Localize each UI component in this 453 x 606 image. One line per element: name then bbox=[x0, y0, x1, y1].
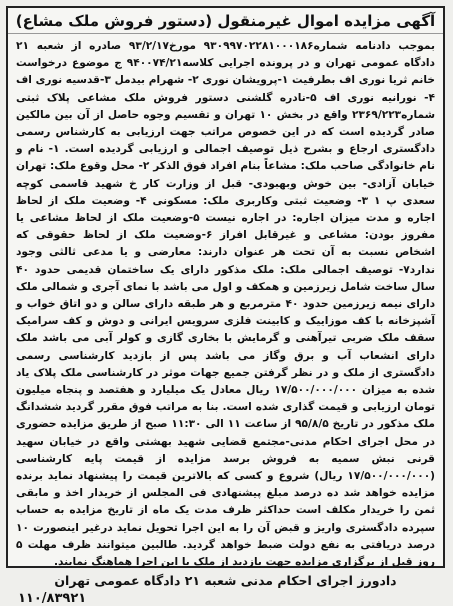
notice-reference-number: ۱۱۰/۸۳۹۲۱ bbox=[18, 591, 87, 606]
notice-title: آگهی مزایده اموال غیرمنقول (دستور فروش ملک مشاع) bbox=[8, 8, 443, 34]
notice-body: بموجب دادنامه شماره۹۳۰۹۹۷۰۲۲۸۱۰۰۰۱۸۶ مورخ۹۳/۲/۱۷ صادره از شعبه ۲۱ دادگاه عمومی تهران و در پرونده اجرایی کلاسه۹۴۰۰۷۴/۲۱ ج موضوع درخواست خانم ثریا نوری اف بطرفیت ۱-پرویشان نوری ۲- شهرام بیدمل ۳-قدسیه نوری اف ۴- نورانیه نوری اف ۵-نادره گلشنی دستور فروش ملک مشاعی پلاک ثبتی شماره۲۳۶۹/۲۲۳ واقع در بخش ۱۰ تهران و تقسیم وجوه حاصل از آن بین مالکین صادر گردیده است که در این خصوص مراتب جهت ارزیابی به کارشناس رسمی دادگستری ارجاع و بشرح ذیل توصیف اجمالی و ارزیابی گردیده است. ۱- نام و نام خانوادگی صاحب ملک: مشاعاً بنام افراد فوق الذکر ۲- محل وقوع ملک: تهران خیابان آزادی- بین خوش وبهبودی- قبل از وزارت کار خ شهید قاسمی کوچه سعدی پ ۱ ۳- وضعیت ثبتی وکاربری ملک: مسکونی ۴- وضعیت ملک از لحاظ اجاره و مدت میزان اجاره: در اجاره نیست ۵-وضعیت ملک از لحاظ مشاعی یا مفروز بودن: مشاعی و غیرقابل افراز ۶-وضعیت ملک از لحاظ حقوقی که اشخاص نسبت به آن تحت هر عنوان دارند: معارضی و یا مدعی ثالثی وجود ندارد۷- توصیف اجمالی ملک: ملک مذکور دارای یک ساختمان قدیمی حدود ۴۰ سال ساخت شامل زیرزمین و همکف و اول می باشد با نمای آجری و شمالی ملک دارای نیمه زیرزمین حدود ۴۰ مترمربع و هر طبقه دارای سالن و دو اتاق خواب و آشپزخانه با کف موزاییک و کابینت فلزی سرویس ایرانی و دوش و کف سرامیک سقف ملک ضربی تیرآهنی و گرمایش با بخاری گازی و کولر آبی می باشد ملک دارای انشعاب آب و برق وگاز می باشد پس از بازدید کارشناسی رسمی دادگستری از ملک و در نظر گرفتن جمیع جهات موثر در کارشناسی ملک پلاک یاد شده به میزان ۱۷/۵۰۰/۰۰۰/۰۰۰ ریال معادل یک میلیارد و هفتصد و پنجاه میلیون تومان ارزیابی و قیمت گذاری شده است. بنا به مراتب فوق مقرر گردید ششدانگ ملک مذکور در تاریخ ۹۵/۸/۵ از ساعت ۱۱ الی ۱۱:۳۰ صبح از طریق مزایده حضوری در محل اجرای احکام مدنی-مجتمع قضایی شهید بهشتی واقع در خیابان سهید قرنی نبش سمیه به فروش برسد مزایده از قیمت پایه کارشناسی (۱۷/۵۰۰/۰۰۰/۰۰۰ ریال) شروع و کسی که بالاترین قیمت را پیشنهاد نماید برنده مزایده خواهد شد ده درصد مبلغ پیشنهادی فی المجلس از خریدار اخذ و مابقی ثمن را خریدار مکلف است حداکثر ظرف مدت یک ماه از تاریخ مزایده به حساب سپرده دادگستری واریز و قبض آن را به این اجرا تحویل نماید درغیر اینصورت ۱۰ درصد دریافتی به نفع دولت ضبط خواهد گردید. طالبین میتوانند ظرف مهلت ۵ روز قبل از برگزاری مزایده جهت بازدید از ملک با این اجرا هماهنگ نمایند. bbox=[16, 40, 436, 569]
auction-notice bbox=[6, 6, 445, 606]
notice-signature: دادورز اجرای احکام مدنی شعبه ۲۱ دادگاه عمومی تهران bbox=[54, 573, 397, 589]
